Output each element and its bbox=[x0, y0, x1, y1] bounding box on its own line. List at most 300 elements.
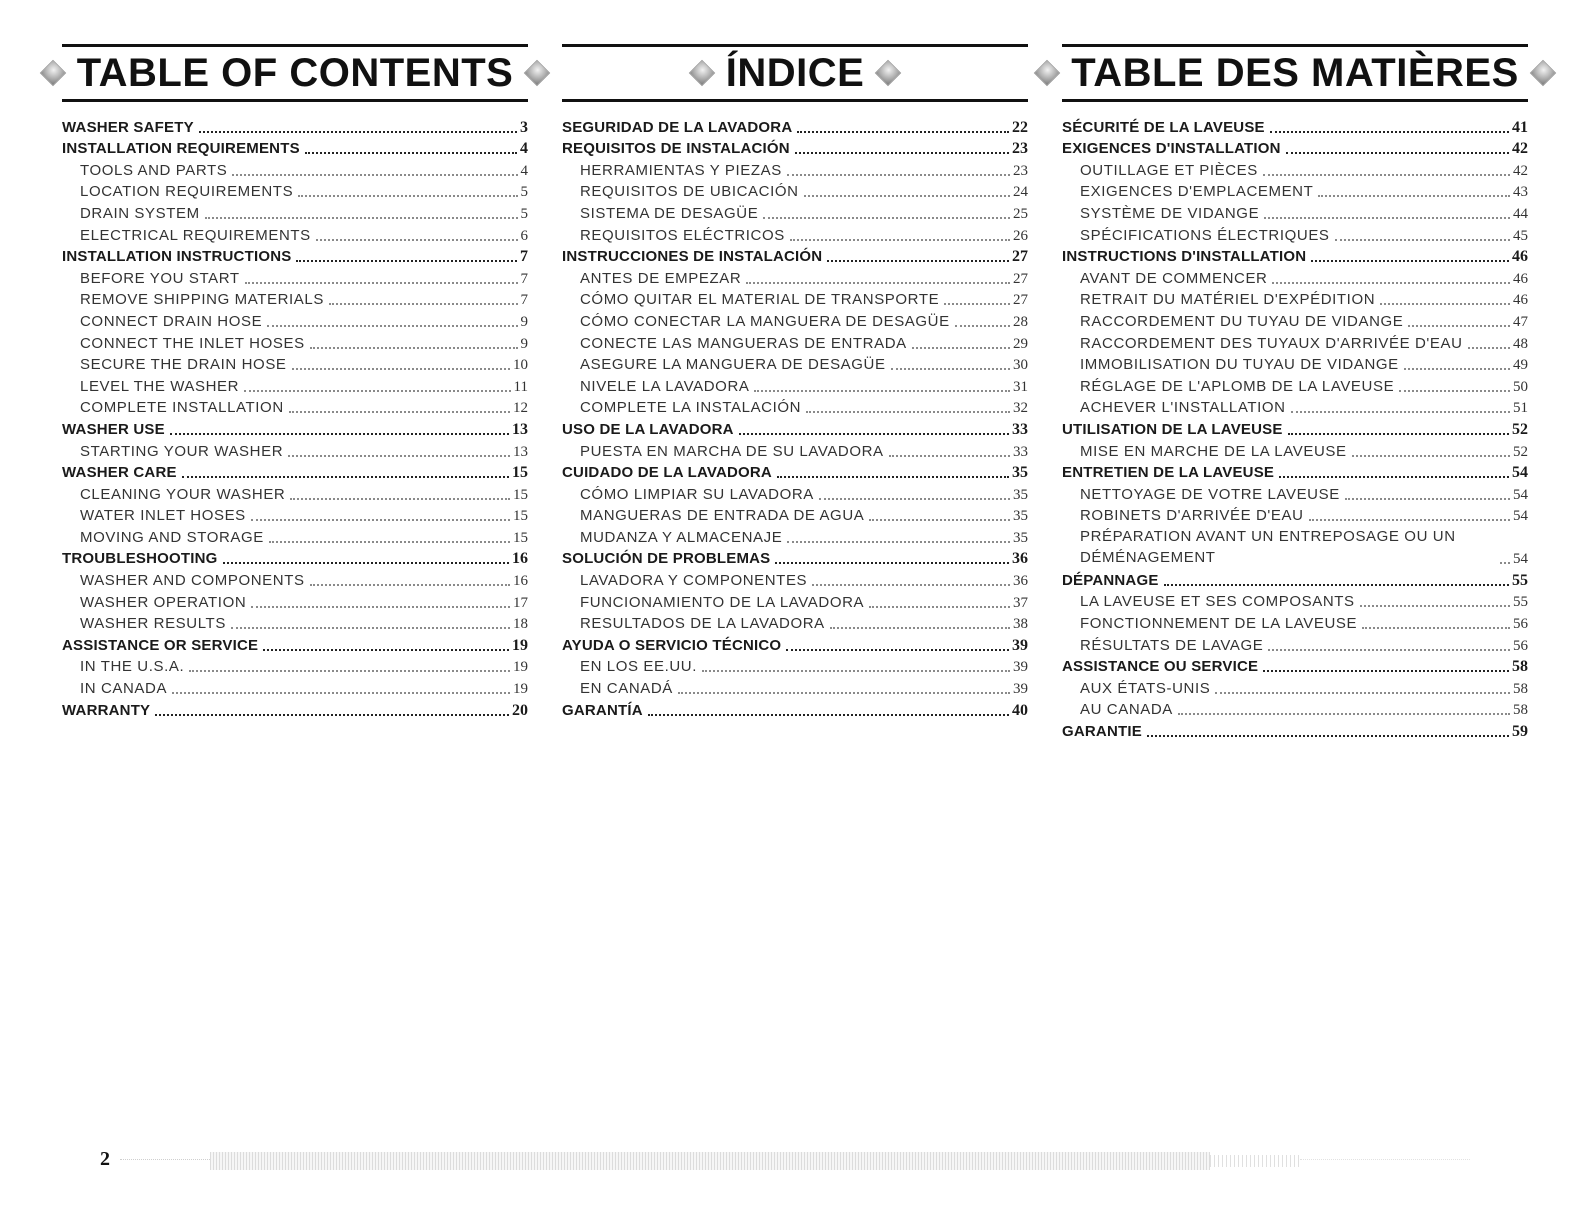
toc-entry-label: FONCTIONNEMENT DE LA LAVEUSE bbox=[1080, 615, 1358, 633]
toc-entry-label: RACCORDEMENT DES TUYAUX D'ARRIVÉE D'EAU bbox=[1080, 334, 1463, 352]
toc-dot-leader bbox=[1362, 627, 1510, 629]
page-number: 2 bbox=[100, 1148, 110, 1170]
toc-page-number: 46 bbox=[1513, 270, 1528, 287]
toc-entry-label: WASHER CARE bbox=[62, 464, 177, 482]
toc-entry-label: AVANT DE COMMENCER bbox=[1080, 269, 1268, 287]
toc-dot-leader bbox=[746, 282, 1010, 284]
toc-entry-label: MISE EN MARCHE DE LA LAVEUSE bbox=[1080, 442, 1347, 460]
toc-page-number: 36 bbox=[1013, 573, 1028, 590]
toc-entry-label: UTILISATION DE LA LAVEUSE bbox=[1062, 420, 1283, 438]
toc-entry-label: OUTILLAGE ET PIÈCES bbox=[1080, 161, 1258, 179]
toc-page-number: 41 bbox=[1512, 118, 1528, 136]
toc-page-number: 22 bbox=[1012, 118, 1028, 136]
toc-entry-label: ELECTRICAL REQUIREMENTS bbox=[80, 226, 311, 244]
toc-subsection-entry bbox=[1062, 590, 1528, 612]
toc-entries-french bbox=[1062, 115, 1528, 741]
toc-section-entry bbox=[562, 137, 1028, 159]
toc-section-entry bbox=[562, 633, 1028, 655]
toc-subsection-entry bbox=[562, 482, 1028, 504]
toc-page-number: 39 bbox=[1013, 681, 1028, 698]
toc-dot-leader bbox=[1309, 519, 1511, 521]
toc-page-number: 16 bbox=[512, 550, 528, 568]
toc-subsection-entry bbox=[62, 158, 528, 180]
toc-page-number: 42 bbox=[1512, 140, 1528, 158]
toc-entry-label: SYSTÈME DE VIDANGE bbox=[1080, 204, 1260, 222]
toc-entry-label: WASHER OPERATION bbox=[80, 593, 247, 611]
toc-page-number: 42 bbox=[1513, 162, 1528, 179]
toc-page-number: 56 bbox=[1513, 637, 1528, 654]
toc-subsection-entry bbox=[62, 201, 528, 223]
toc-subsection-entry bbox=[1062, 611, 1528, 633]
toc-page-number: 45 bbox=[1513, 227, 1528, 244]
toc-subsection-entry bbox=[62, 266, 528, 288]
toc-dot-leader bbox=[1291, 411, 1510, 413]
toc-page-number: 27 bbox=[1013, 270, 1028, 287]
toc-page-number: 49 bbox=[1513, 357, 1528, 374]
toc-entry-label: RETRAIT DU MATÉRIEL D'EXPÉDITION bbox=[1080, 291, 1376, 309]
toc-dot-leader bbox=[891, 368, 1010, 370]
toc-section-entry bbox=[1062, 245, 1528, 267]
toc-entry-label: CÓMO CONECTAR LA MANGUERA DE DESAGÜE bbox=[580, 312, 950, 330]
toc-entry-label: AU CANADA bbox=[1080, 701, 1173, 719]
toc-subsection-entry bbox=[62, 568, 528, 590]
toc-entry-label: TOOLS AND PARTS bbox=[80, 161, 228, 179]
toc-dot-leader bbox=[819, 498, 1010, 500]
toc-entry-label: REQUISITOS ELÉCTRICOS bbox=[580, 226, 785, 244]
toc-page-number: 26 bbox=[1013, 227, 1028, 244]
toc-subsection-entry bbox=[1062, 504, 1528, 526]
toc-entry-label: LEVEL THE WASHER bbox=[80, 377, 240, 395]
toc-subsection-entry bbox=[1062, 439, 1528, 461]
toc-section-entry bbox=[562, 245, 1028, 267]
toc-dot-leader bbox=[310, 347, 518, 349]
toc-dot-leader bbox=[827, 260, 1009, 262]
toc-subsection-entry bbox=[562, 331, 1028, 353]
toc-entry-label: IN CANADA bbox=[80, 680, 168, 698]
toc-dot-leader bbox=[329, 303, 518, 305]
toc-section-entry bbox=[562, 547, 1028, 569]
toc-entry-label: FUNCIONAMIENTO DE LA LAVADORA bbox=[580, 593, 865, 611]
toc-page-number: 31 bbox=[1013, 378, 1028, 395]
toc-entry-label: COMPLETE LA INSTALACIÓN bbox=[580, 399, 802, 417]
toc-entry-label: PUESTA EN MARCHA DE SU LAVADORA bbox=[580, 442, 884, 460]
toc-dot-leader bbox=[244, 390, 510, 392]
toc-page-number: 44 bbox=[1513, 205, 1528, 222]
toc-page-number: 28 bbox=[1013, 313, 1028, 330]
toc-page-number: 24 bbox=[1013, 184, 1028, 201]
toc-entry-label: ENTRETIEN DE LA LAVEUSE bbox=[1062, 464, 1275, 482]
toc-entry-label: LOCATION REQUIREMENTS bbox=[80, 183, 294, 201]
toc-entry-label: WASHER SAFETY bbox=[62, 118, 194, 136]
toc-dot-leader bbox=[787, 174, 1010, 176]
toc-page-number: 18 bbox=[513, 616, 528, 633]
toc-subsection-entry bbox=[562, 525, 1028, 547]
toc-dot-leader bbox=[944, 303, 1010, 305]
toc-entry-label: STARTING YOUR WASHER bbox=[80, 442, 284, 460]
toc-dot-leader bbox=[648, 714, 1009, 716]
toc-section-entry bbox=[562, 698, 1028, 720]
toc-entry-label: CÓMO QUITAR EL MATERIAL DE TRANSPORTE bbox=[580, 291, 940, 309]
toc-page-number: 5 bbox=[520, 205, 528, 222]
toc-dot-leader bbox=[1404, 368, 1510, 370]
toc-subsection-entry bbox=[1062, 374, 1528, 396]
toc-section-entry bbox=[1062, 115, 1528, 137]
toc-dot-leader bbox=[1318, 195, 1510, 197]
toc-section-entry bbox=[562, 115, 1028, 137]
toc-entry-label: CONECTE LAS MANGUERAS DE ENTRADA bbox=[580, 334, 907, 352]
toc-dot-leader bbox=[1215, 692, 1510, 694]
toc-subsection-entry bbox=[562, 504, 1028, 526]
toc-section-entry bbox=[1062, 719, 1528, 741]
toc-page-number: 4 bbox=[520, 140, 528, 158]
toc-section-entry bbox=[62, 547, 528, 569]
toc-entry-label: EXIGENCES D'EMPLACEMENT bbox=[1080, 183, 1314, 201]
toc-page-number: 35 bbox=[1012, 464, 1028, 482]
toc-entry-label: REQUISITOS DE UBICACIÓN bbox=[580, 183, 799, 201]
toc-subsection-entry bbox=[1062, 201, 1528, 223]
toc-dot-leader bbox=[155, 714, 509, 716]
toc-entry-label: ACHEVER L'INSTALLATION bbox=[1080, 399, 1286, 417]
toc-page-number: 54 bbox=[1513, 486, 1528, 503]
toc-entry-label: SÉCURITÉ DE LA LAVEUSE bbox=[1062, 118, 1265, 136]
toc-dot-leader bbox=[804, 195, 1010, 197]
toc-page-number: 54 bbox=[1513, 551, 1528, 568]
toc-subsection-entry bbox=[562, 568, 1028, 590]
toc-dot-leader bbox=[289, 411, 510, 413]
toc-dot-leader bbox=[232, 174, 517, 176]
toc-section-entry bbox=[62, 115, 528, 137]
toc-entry-label: EN CANADÁ bbox=[580, 680, 673, 698]
toc-page-number: 35 bbox=[1013, 529, 1028, 546]
toc-page-number: 55 bbox=[1513, 594, 1528, 611]
toc-entry-label: AUX ÉTATS-UNIS bbox=[1080, 679, 1211, 697]
toc-page-number: 35 bbox=[1013, 508, 1028, 525]
toc-dot-leader bbox=[754, 390, 1010, 392]
toc-entries-english bbox=[62, 115, 528, 720]
toc-page-number: 5 bbox=[520, 184, 528, 201]
toc-page-number: 29 bbox=[1013, 335, 1028, 352]
toc-subsection-entry bbox=[562, 353, 1028, 375]
toc-page-number: 27 bbox=[1013, 292, 1028, 309]
toc-entry-label: SPÉCIFICATIONS ÉLECTRIQUES bbox=[1080, 226, 1330, 244]
toc-subsection-entry bbox=[1062, 180, 1528, 202]
toc-dot-leader bbox=[739, 433, 1009, 435]
toc-dot-leader bbox=[889, 455, 1010, 457]
toc-subsection-entry bbox=[1062, 288, 1528, 310]
toc-entry-label: USO DE LA LAVADORA bbox=[562, 420, 734, 438]
toc-page-number: 23 bbox=[1012, 140, 1028, 158]
diamond-ornament-icon bbox=[1034, 60, 1060, 86]
toc-dot-leader bbox=[251, 606, 510, 608]
toc-entry-label: REMOVE SHIPPING MATERIALS bbox=[80, 291, 324, 309]
toc-dot-leader bbox=[806, 411, 1010, 413]
toc-subsection-entry bbox=[1062, 309, 1528, 331]
toc-page-number: 54 bbox=[1512, 464, 1528, 482]
toc-page-number: 52 bbox=[1512, 420, 1528, 438]
toc-subsection-entry bbox=[62, 374, 528, 396]
toc-page-number: 59 bbox=[1512, 723, 1528, 741]
toc-dot-leader bbox=[1408, 325, 1510, 327]
toc-page-number: 6 bbox=[520, 227, 528, 244]
toc-entry-label: HERRAMIENTAS Y PIEZAS bbox=[580, 161, 782, 179]
toc-subsection-entry bbox=[62, 331, 528, 353]
toc-section-entry bbox=[62, 698, 528, 720]
toc-entry-label: EXIGENCES D'INSTALLATION bbox=[1062, 140, 1281, 158]
toc-subsection-entry bbox=[62, 655, 528, 677]
toc-entry-label: TROUBLESHOOTING bbox=[62, 550, 218, 568]
toc-dot-leader bbox=[795, 152, 1009, 154]
toc-dot-leader bbox=[786, 649, 1009, 651]
toc-subsection-entry bbox=[1062, 698, 1528, 720]
toc-section-entry bbox=[62, 137, 528, 159]
toc-entry-label: EN LOS EE.UU. bbox=[580, 658, 697, 676]
toc-page-number: 33 bbox=[1012, 420, 1028, 438]
toc-dot-leader bbox=[1264, 217, 1510, 219]
diamond-ornament-icon bbox=[1530, 60, 1556, 86]
toc-subsection-entry bbox=[562, 590, 1028, 612]
toc-subsection-entry bbox=[1062, 266, 1528, 288]
toc-entry-label: RÉGLAGE DE L'APLOMB DE LA LAVEUSE bbox=[1080, 377, 1395, 395]
toc-dot-leader bbox=[296, 260, 517, 262]
toc-entry-label: DRAIN SYSTEM bbox=[80, 204, 200, 222]
toc-page-number: 39 bbox=[1012, 636, 1028, 654]
toc-entry-label: MANGUERAS DE ENTRADA DE AGUA bbox=[580, 507, 865, 525]
toc-subsection-entry bbox=[562, 266, 1028, 288]
toc-page-number: 58 bbox=[1513, 702, 1528, 719]
toc-page-number: 15 bbox=[513, 508, 528, 525]
toc-page-number: 13 bbox=[512, 420, 528, 438]
toc-dot-leader bbox=[1360, 605, 1510, 607]
diamond-ornament-icon bbox=[875, 60, 901, 86]
toc-page-number: 11 bbox=[513, 378, 528, 395]
toc-entry-label: INSTALLATION INSTRUCTIONS bbox=[62, 248, 292, 266]
toc-dot-leader bbox=[267, 325, 517, 327]
toc-dot-leader bbox=[292, 368, 510, 370]
toc-dot-leader bbox=[1178, 713, 1510, 715]
toc-dot-leader bbox=[830, 627, 1010, 629]
footer-decorative-rule bbox=[120, 1159, 210, 1160]
toc-page-number: 33 bbox=[1013, 443, 1028, 460]
toc-entry-label: LAVADORA Y COMPONENTES bbox=[580, 572, 808, 590]
toc-page-number: 10 bbox=[513, 357, 528, 374]
toc-page-number: 30 bbox=[1013, 357, 1028, 374]
toc-subsection-entry bbox=[562, 612, 1028, 634]
toc-entry-label: WATER INLET HOSES bbox=[80, 507, 246, 525]
toc-section-entry bbox=[1062, 417, 1528, 439]
toc-dot-leader bbox=[1279, 476, 1509, 478]
toc-page-number: 43 bbox=[1513, 184, 1528, 201]
toc-dot-leader bbox=[912, 347, 1010, 349]
toc-page-number: 9 bbox=[520, 313, 528, 330]
toc-entry-label: INSTRUCCIONES DE INSTALACIÓN bbox=[562, 248, 823, 266]
toc-section-entry bbox=[62, 417, 528, 439]
toc-entry-label: RESULTADOS DE LA LAVADORA bbox=[580, 615, 825, 633]
toc-entry-label: RÉSULTATS DE LAVAGE bbox=[1080, 636, 1264, 654]
toc-dot-leader bbox=[298, 195, 517, 197]
toc-page-number: 46 bbox=[1512, 248, 1528, 266]
toc-subsection-entry bbox=[62, 525, 528, 547]
toc-page-number: 54 bbox=[1513, 508, 1528, 525]
toc-section-entry bbox=[62, 633, 528, 655]
toc-subsection-entry bbox=[1062, 633, 1528, 655]
footer-decorative-band bbox=[210, 1152, 1210, 1170]
toc-entry-label: GARANTÍA bbox=[562, 701, 643, 719]
toc-dot-leader bbox=[288, 455, 510, 457]
toc-entry-label: MOVING AND STORAGE bbox=[80, 528, 264, 546]
toc-dot-leader bbox=[1335, 239, 1510, 241]
toc-entry-label: RACCORDEMENT DU TUYAU DE VIDANGE bbox=[1080, 312, 1404, 330]
toc-dot-leader bbox=[205, 217, 518, 219]
toc-page-number: 19 bbox=[512, 636, 528, 654]
toc-page-number: 51 bbox=[1513, 400, 1528, 417]
toc-entry-label: WASHER USE bbox=[62, 420, 165, 438]
toc-subsection-entry bbox=[1062, 482, 1528, 504]
page-footer bbox=[100, 1146, 1480, 1174]
toc-page-number: 13 bbox=[513, 443, 528, 460]
toc-dot-leader bbox=[1263, 670, 1509, 672]
toc-entry-label: CUIDADO DE LA LAVADORA bbox=[562, 464, 772, 482]
toc-dot-leader bbox=[775, 562, 1009, 564]
toc-dot-leader bbox=[790, 239, 1010, 241]
toc-page-number: 37 bbox=[1013, 594, 1028, 611]
toc-section-entry bbox=[62, 245, 528, 267]
toc-page-number: 55 bbox=[1512, 571, 1528, 589]
toc-dot-leader bbox=[170, 433, 509, 435]
toc-page-number: 35 bbox=[1013, 486, 1028, 503]
toc-page-number: 48 bbox=[1513, 335, 1528, 352]
toc-page-number: 20 bbox=[512, 701, 528, 719]
toc-dot-leader bbox=[702, 670, 1010, 672]
toc-dot-leader bbox=[1288, 433, 1509, 435]
toc-page-number: 52 bbox=[1513, 443, 1528, 460]
toc-page-number: 39 bbox=[1013, 659, 1028, 676]
toc-entry-label: IMMOBILISATION DU TUYAU DE VIDANGE bbox=[1080, 356, 1399, 374]
toc-dot-leader bbox=[1286, 152, 1509, 154]
toc-subsection-entry bbox=[1062, 353, 1528, 375]
toc-entry-label: REQUISITOS DE INSTALACIÓN bbox=[562, 140, 790, 158]
toc-page-number: 3 bbox=[520, 118, 528, 136]
toc-dot-leader bbox=[678, 692, 1010, 694]
toc-subsection-entry bbox=[562, 288, 1028, 310]
toc-section-entry bbox=[562, 461, 1028, 483]
toc-entry-label: SOLUCIÓN DE PROBLEMAS bbox=[562, 550, 771, 568]
toc-page-number: 58 bbox=[1513, 680, 1528, 697]
toc-section-entry bbox=[1062, 137, 1528, 159]
toc-section-entry bbox=[1062, 655, 1528, 677]
toc-entry-label: NETTOYAGE DE VOTRE LAVEUSE bbox=[1080, 485, 1340, 503]
toc-heading-french bbox=[1062, 44, 1528, 102]
toc-subsection-entry bbox=[562, 676, 1028, 698]
toc-dot-leader bbox=[310, 584, 510, 586]
toc-dot-leader bbox=[305, 152, 517, 154]
toc-subsection-entry bbox=[562, 396, 1028, 418]
toc-column-spanish bbox=[562, 44, 1028, 720]
toc-page-number: 7 bbox=[520, 292, 528, 309]
toc-entry-label: BEFORE YOU START bbox=[80, 269, 240, 287]
toc-page-number: 12 bbox=[513, 400, 528, 417]
toc-entry-label: ANTES DE EMPEZAR bbox=[580, 269, 742, 287]
toc-entry-label: LA LAVEUSE ET SES COMPOSANTS bbox=[1080, 593, 1355, 611]
toc-entry-label: AYUDA O SERVICIO TÉCNICO bbox=[562, 636, 782, 654]
toc-dot-leader bbox=[869, 606, 1010, 608]
toc-dot-leader bbox=[199, 131, 517, 133]
toc-section-entry bbox=[1062, 461, 1528, 483]
toc-dot-leader bbox=[1468, 347, 1510, 349]
toc-dot-leader bbox=[787, 541, 1010, 543]
toc-page-number: 23 bbox=[1013, 162, 1028, 179]
toc-page-number: 27 bbox=[1012, 248, 1028, 266]
toc-subsection-entry bbox=[62, 439, 528, 461]
toc-dot-leader bbox=[269, 541, 510, 543]
toc-page-number: 46 bbox=[1513, 292, 1528, 309]
toc-page-number: 16 bbox=[513, 573, 528, 590]
toc-entry-label: CÓMO LIMPIAR SU LAVADORA bbox=[580, 485, 814, 503]
toc-dot-leader bbox=[1311, 260, 1509, 262]
toc-entry-label: ASEGURE LA MANGUERA DE DESAGÜE bbox=[580, 356, 886, 374]
toc-dot-leader bbox=[316, 239, 518, 241]
toc-entry-label: ASSISTANCE OR SERVICE bbox=[62, 636, 259, 654]
toc-dot-leader bbox=[1272, 282, 1510, 284]
toc-dot-leader bbox=[955, 325, 1010, 327]
toc-entry-label: COMPLETE INSTALLATION bbox=[80, 399, 284, 417]
toc-dot-leader bbox=[1399, 390, 1510, 392]
toc-subsection-entry bbox=[562, 374, 1028, 396]
toc-entry-label: PRÉPARATION AVANT UN ENTREPOSAGE OU UN DÉMÉNAGEMENT bbox=[1080, 528, 1456, 567]
toc-subsection-entry bbox=[62, 676, 528, 698]
toc-entry-label: CONNECT DRAIN HOSE bbox=[80, 312, 263, 330]
toc-subsection-entry bbox=[562, 655, 1028, 677]
toc-page-number: 56 bbox=[1513, 616, 1528, 633]
diamond-ornament-icon bbox=[688, 60, 714, 86]
toc-dot-leader bbox=[1345, 498, 1510, 500]
toc-dot-leader bbox=[1263, 174, 1510, 176]
toc-entry-label: GARANTIE bbox=[1062, 723, 1142, 741]
footer-decorative-rule bbox=[1300, 1159, 1470, 1160]
toc-subsection-entry bbox=[562, 439, 1028, 461]
toc-subsection-entry bbox=[62, 353, 528, 375]
toc-subsection-entry bbox=[62, 590, 528, 612]
toc-subsection-entry bbox=[1062, 525, 1528, 568]
toc-page-number: 19 bbox=[513, 681, 528, 698]
toc-subsection-entry bbox=[62, 180, 528, 202]
toc-entry-label: SECURE THE DRAIN HOSE bbox=[80, 356, 287, 374]
toc-page-number: 7 bbox=[520, 248, 528, 266]
toc-page-number: 38 bbox=[1013, 616, 1028, 633]
toc-subsection-entry bbox=[1062, 396, 1528, 418]
toc-entry-label: CONNECT THE INLET HOSES bbox=[80, 334, 305, 352]
toc-subsection-entry bbox=[562, 223, 1028, 245]
toc-subsection-entry bbox=[562, 201, 1028, 223]
toc-title-french: TABLE DES MATIÈRES bbox=[1071, 50, 1519, 95]
toc-entry-label: INSTALLATION REQUIREMENTS bbox=[62, 140, 300, 158]
toc-entry-label: CLEANING YOUR WASHER bbox=[80, 485, 286, 503]
toc-dot-leader bbox=[869, 519, 1010, 521]
toc-section-entry bbox=[562, 417, 1028, 439]
toc-subsection-entry bbox=[562, 180, 1028, 202]
toc-dot-leader bbox=[1147, 735, 1509, 737]
toc-page-number: 36 bbox=[1012, 550, 1028, 568]
toc-subsection-entry bbox=[62, 396, 528, 418]
toc-subsection-entry bbox=[62, 309, 528, 331]
toc-entry-label: SEGURIDAD DE LA LAVADORA bbox=[562, 118, 793, 136]
toc-page-number: 15 bbox=[512, 464, 528, 482]
toc-dot-leader bbox=[290, 498, 510, 500]
toc-page-number: 47 bbox=[1513, 313, 1528, 330]
toc-heading-english bbox=[62, 44, 528, 102]
toc-subsection-entry bbox=[1062, 331, 1528, 353]
toc-subsection-entry bbox=[62, 288, 528, 310]
toc-column-english bbox=[62, 44, 528, 720]
